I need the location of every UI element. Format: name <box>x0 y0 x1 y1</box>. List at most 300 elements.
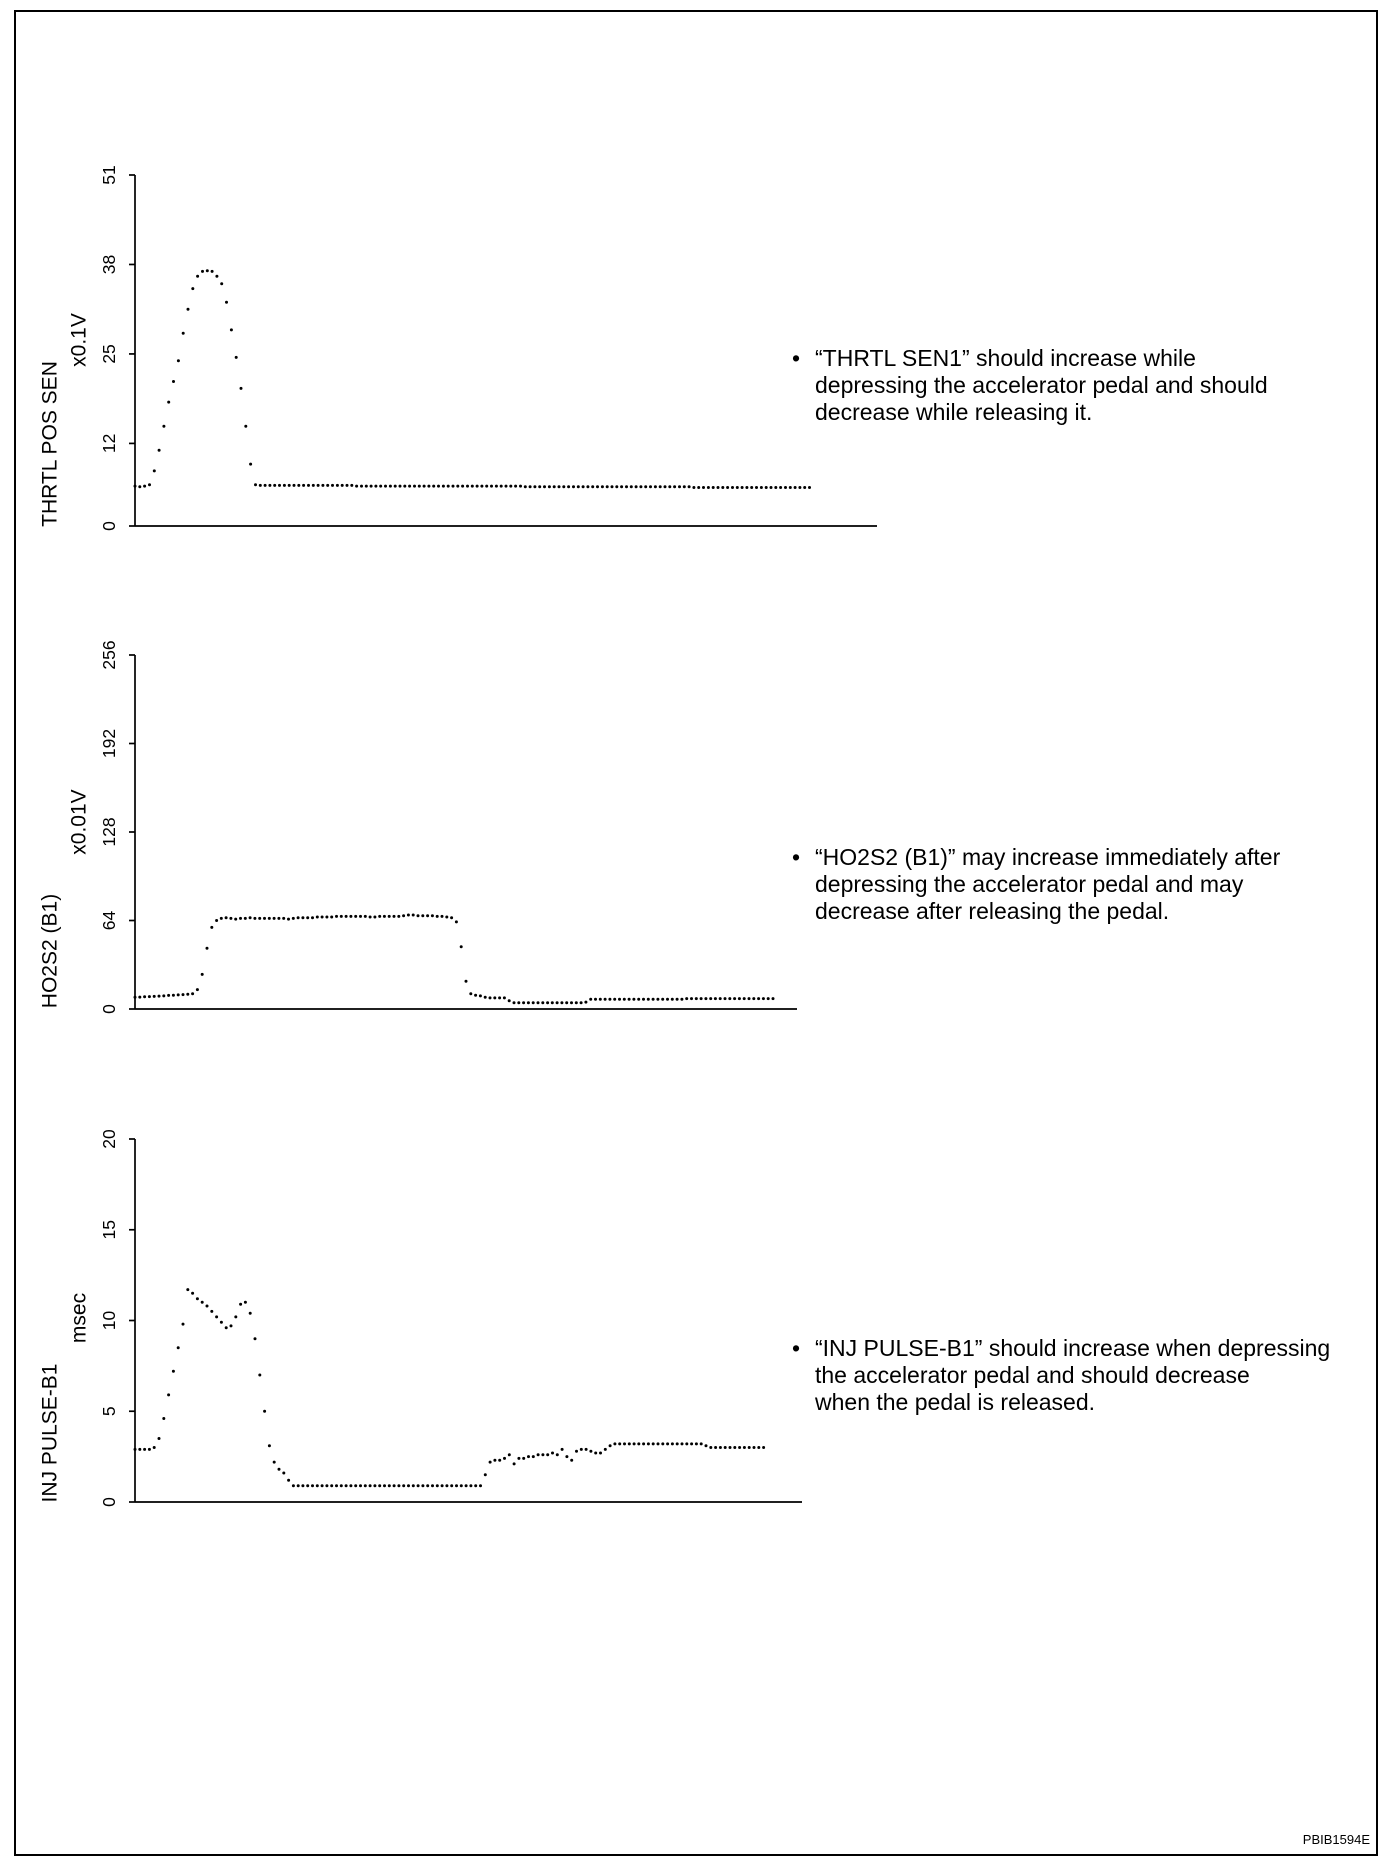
data-point <box>191 1292 194 1295</box>
data-point <box>278 1468 281 1471</box>
data-point <box>608 998 611 1001</box>
data-point <box>750 486 753 489</box>
data-point <box>277 917 280 920</box>
data-point <box>225 916 228 919</box>
data-point <box>688 485 691 488</box>
data-point <box>618 998 621 1001</box>
data-point <box>586 485 589 488</box>
y-tick-label: 38 <box>99 254 119 275</box>
y-tick-label: 192 <box>99 728 119 759</box>
data-point <box>143 1448 146 1451</box>
data-point <box>509 485 512 488</box>
data-point <box>532 1455 535 1458</box>
data-point <box>244 1301 247 1304</box>
data-point <box>307 484 310 487</box>
data-point <box>349 1484 352 1487</box>
data-point <box>134 996 137 999</box>
data-point <box>601 485 604 488</box>
data-point <box>719 1446 722 1449</box>
data-point <box>445 1484 448 1487</box>
data-point <box>253 917 256 920</box>
data-point <box>447 485 450 488</box>
data-point <box>562 485 565 488</box>
data-point <box>426 1484 429 1487</box>
note-thrtl-sen1 <box>788 345 1268 425</box>
data-point <box>374 485 377 488</box>
data-point <box>172 380 175 383</box>
data-point <box>437 485 440 488</box>
chart-ho2s2-b1 <box>39 640 798 1013</box>
data-point <box>177 993 180 996</box>
y-tick-label: 0 <box>99 1497 119 1507</box>
data-point <box>287 1479 290 1482</box>
data-point <box>524 485 527 488</box>
data-point <box>469 992 472 995</box>
y-tick-label: 0 <box>99 1004 119 1014</box>
data-point <box>408 485 411 488</box>
data-point <box>714 997 717 1000</box>
data-point <box>403 485 406 488</box>
data-point <box>628 1442 631 1445</box>
data-point <box>529 485 532 488</box>
data-point <box>373 916 376 919</box>
data-point <box>388 915 391 918</box>
data-point <box>311 1484 314 1487</box>
data-point <box>186 1288 189 1291</box>
data-point <box>325 916 328 919</box>
data-point <box>273 917 276 920</box>
data-point <box>490 485 493 488</box>
data-point <box>556 1453 559 1456</box>
data-point <box>364 1484 367 1487</box>
data-point <box>575 1001 578 1004</box>
data-series <box>134 914 775 1005</box>
data-point <box>480 485 483 488</box>
data-point <box>666 998 669 1001</box>
data-point <box>182 993 185 996</box>
note-ho2s2-b1 <box>788 844 1280 924</box>
data-point <box>546 1001 549 1004</box>
data-point <box>628 998 631 1001</box>
data-point <box>647 1442 650 1445</box>
data-point <box>138 996 141 999</box>
y-tick-label: 25 <box>99 344 119 364</box>
data-point <box>345 1484 348 1487</box>
data-point <box>493 1459 496 1462</box>
data-point <box>153 1446 156 1449</box>
data-point <box>681 1442 684 1445</box>
data-point <box>484 996 487 999</box>
data-point <box>585 1448 588 1451</box>
data-point <box>413 485 416 488</box>
data-point <box>594 998 597 1001</box>
data-point <box>580 1448 583 1451</box>
chart-thrtl-pos-sen <box>39 165 878 531</box>
data-point <box>211 270 214 273</box>
data-point <box>717 486 720 489</box>
data-point <box>316 916 319 919</box>
data-point <box>369 1484 372 1487</box>
data-point <box>167 994 170 997</box>
data-point <box>148 1448 151 1451</box>
data-point <box>591 485 594 488</box>
data-point <box>273 484 276 487</box>
data-point <box>182 332 185 335</box>
data-point <box>312 484 315 487</box>
data-point <box>302 484 305 487</box>
data-point <box>340 915 343 918</box>
data-point <box>673 485 676 488</box>
data-point <box>442 485 445 488</box>
data-point <box>360 485 363 488</box>
data-point <box>680 998 683 1001</box>
data-point <box>594 1452 597 1455</box>
data-point <box>297 484 300 487</box>
y-axis-title: HO2S2 (B1) <box>38 893 62 1009</box>
data-point <box>558 485 561 488</box>
data-point <box>517 1001 520 1004</box>
data-point <box>426 914 429 917</box>
data-point <box>201 973 204 976</box>
data-point <box>321 1484 324 1487</box>
data-point <box>553 485 556 488</box>
data-point <box>484 1473 487 1476</box>
data-point <box>647 998 650 1001</box>
bullet: • <box>792 345 801 371</box>
data-point <box>268 917 271 920</box>
data-point <box>714 1446 717 1449</box>
data-point <box>455 920 458 923</box>
note-line: “HO2S2 (B1)” may increase immediately after <box>815 844 1281 870</box>
data-point <box>489 1461 492 1464</box>
data-point <box>364 915 367 918</box>
data-point <box>695 997 698 1000</box>
data-point <box>514 485 517 488</box>
data-point <box>450 1484 453 1487</box>
data-point <box>685 1442 688 1445</box>
data-point <box>465 980 468 983</box>
data-point <box>599 998 602 1001</box>
data-point <box>244 917 247 920</box>
data-point <box>162 1417 165 1420</box>
data-point <box>495 485 498 488</box>
data-point <box>235 356 238 359</box>
data-point <box>393 915 396 918</box>
data-point <box>138 485 141 488</box>
data-point <box>479 994 482 997</box>
data-point <box>772 997 775 1000</box>
y-axis-unit: x0.01V <box>67 789 91 855</box>
data-point <box>762 997 765 1000</box>
data-point <box>657 1442 660 1445</box>
data-point <box>311 916 314 919</box>
data-point <box>700 997 703 1000</box>
data-point <box>177 359 180 362</box>
data-point <box>572 485 575 488</box>
data-point <box>615 485 618 488</box>
data-point <box>556 1001 559 1004</box>
data-point <box>196 1297 199 1300</box>
data-point <box>656 998 659 1001</box>
data-point <box>808 486 811 489</box>
y-axis-title: THRTL POS SEN <box>38 361 62 527</box>
data-point <box>402 914 405 917</box>
data-point <box>733 997 736 1000</box>
data-point <box>258 1374 261 1377</box>
data-point <box>220 1321 223 1324</box>
data-point <box>306 1484 309 1487</box>
data-point <box>379 485 382 488</box>
data-point <box>341 484 344 487</box>
data-point <box>508 999 511 1002</box>
data-point <box>370 485 373 488</box>
data-point <box>355 485 358 488</box>
data-point <box>798 486 801 489</box>
data-point <box>452 485 455 488</box>
data-point <box>637 1442 640 1445</box>
data-point <box>765 486 768 489</box>
note-line: depressing the accelerator pedal and may <box>815 870 1244 897</box>
data-point <box>652 998 655 1001</box>
data-point <box>784 486 787 489</box>
data-point <box>301 916 304 919</box>
y-axis-unit: msec <box>67 1292 91 1344</box>
data-point <box>474 1484 477 1487</box>
data-point <box>412 1484 415 1487</box>
data-point <box>354 1484 357 1487</box>
data-point <box>172 1370 175 1373</box>
data-point <box>340 1484 343 1487</box>
data-point <box>423 485 426 488</box>
data-point <box>397 915 400 918</box>
data-point <box>649 485 652 488</box>
y-axis-title: INJ PULSE-B1 <box>38 1363 62 1503</box>
data-point <box>474 994 477 997</box>
data-point <box>215 919 218 922</box>
data-point <box>668 485 671 488</box>
data-point <box>196 988 199 991</box>
data-point <box>469 1484 472 1487</box>
data-point <box>697 486 700 489</box>
data-point <box>726 486 729 489</box>
data-point <box>659 485 662 488</box>
data-point <box>321 916 324 919</box>
note-text <box>815 1335 1330 1415</box>
y-tick-label: 10 <box>99 1310 119 1331</box>
data-point <box>297 1484 300 1487</box>
data-point <box>292 1484 295 1487</box>
data-point <box>604 1448 607 1451</box>
data-point <box>330 1484 333 1487</box>
data-point <box>599 1452 602 1455</box>
data-point <box>191 287 194 290</box>
y-tick-label: 128 <box>99 817 119 847</box>
data-point <box>485 485 488 488</box>
data-point <box>215 1315 218 1318</box>
note-line: decrease while releasing it. <box>815 398 1093 425</box>
data-point <box>513 1462 516 1465</box>
data-point <box>513 1001 516 1004</box>
data-point <box>264 484 267 487</box>
data-point <box>292 917 295 920</box>
data-point <box>705 1444 708 1447</box>
note-line: “INJ PULSE-B1” should increase when depressing <box>815 1335 1331 1361</box>
data-point <box>632 998 635 1001</box>
data-point <box>466 485 469 488</box>
data-point <box>709 997 712 1000</box>
data-point <box>254 1337 257 1340</box>
data-point <box>460 945 463 948</box>
data-point <box>712 486 715 489</box>
data-point <box>623 998 626 1001</box>
data-point <box>589 998 592 1001</box>
data-point <box>613 998 616 1001</box>
y-tick-label: 64 <box>99 910 119 931</box>
y-tick-label: 256 <box>99 640 119 670</box>
data-point <box>633 1442 636 1445</box>
data-point <box>745 486 748 489</box>
data-point <box>522 1457 525 1460</box>
data-point <box>431 1484 434 1487</box>
data-point <box>393 1484 396 1487</box>
data-point <box>570 1459 573 1462</box>
data-point <box>138 1448 141 1451</box>
data-point <box>220 917 223 920</box>
data-point <box>654 485 657 488</box>
data-point <box>767 997 770 1000</box>
data-point <box>642 1442 645 1445</box>
data-point <box>676 998 679 1001</box>
data-point <box>618 1442 621 1445</box>
y-tick-label: 20 <box>99 1129 119 1149</box>
data-point <box>158 449 161 452</box>
data-point <box>441 1484 444 1487</box>
data-point <box>441 915 444 918</box>
data-point <box>201 270 204 273</box>
y-tick-label: 51 <box>99 165 119 185</box>
data-point <box>709 1446 712 1449</box>
data-point <box>570 1001 573 1004</box>
data-point <box>397 1484 400 1487</box>
data-point <box>505 485 508 488</box>
data-point <box>158 1437 161 1440</box>
data-point <box>445 916 448 919</box>
data-point <box>508 1453 511 1456</box>
data-point <box>560 1001 563 1004</box>
data-point <box>373 1484 376 1487</box>
data-point <box>263 917 266 920</box>
data-point <box>210 1310 213 1313</box>
data-point <box>421 1484 424 1487</box>
data-point <box>760 486 763 489</box>
data-point <box>384 485 387 488</box>
data-point <box>249 1312 252 1315</box>
data-point <box>427 485 430 488</box>
y-tick-label: 0 <box>99 521 119 531</box>
data-point <box>664 485 667 488</box>
data-point <box>596 485 599 488</box>
data-point <box>230 1324 233 1327</box>
data-point <box>476 485 479 488</box>
data-point <box>134 485 137 488</box>
data-point <box>625 485 628 488</box>
data-point <box>158 995 161 998</box>
note-line: “THRTL SEN1” should increase while <box>815 345 1196 371</box>
data-point <box>741 486 744 489</box>
data-point <box>729 1446 732 1449</box>
data-point <box>254 483 257 486</box>
data-point <box>532 1001 535 1004</box>
data-point <box>345 915 348 918</box>
data-point <box>803 486 806 489</box>
data-point <box>738 1446 741 1449</box>
data-point <box>541 1001 544 1004</box>
data-point <box>661 998 664 1001</box>
data-point <box>582 485 585 488</box>
data-point <box>527 1455 530 1458</box>
data-point <box>683 485 686 488</box>
data-point <box>606 485 609 488</box>
data-point <box>196 275 199 278</box>
figure-code: PBIB1594E <box>1302 1832 1370 1847</box>
data-point <box>537 1453 540 1456</box>
data-point <box>690 1442 693 1445</box>
data-point <box>206 269 209 272</box>
data-point <box>268 484 271 487</box>
data-point <box>378 1484 381 1487</box>
data-point <box>206 947 209 950</box>
y-tick-label: 15 <box>99 1220 119 1240</box>
data-point <box>450 916 453 919</box>
data-point <box>167 1393 170 1396</box>
data-point <box>704 997 707 1000</box>
data-point <box>263 1410 266 1413</box>
data-point <box>748 1446 751 1449</box>
data-point <box>388 1484 391 1487</box>
data-point <box>471 485 474 488</box>
data-point <box>346 484 349 487</box>
data-point <box>215 275 218 278</box>
data-point <box>724 997 727 1000</box>
data-series <box>134 1288 766 1487</box>
data-point <box>743 997 746 1000</box>
data-point <box>330 916 333 919</box>
note-inj-pulse-b1 <box>788 1335 1330 1415</box>
data-point <box>301 1484 304 1487</box>
data-point <box>273 1461 276 1464</box>
data-point <box>561 1448 564 1451</box>
y-tick-label: 5 <box>99 1406 119 1417</box>
note-text <box>815 345 1268 425</box>
data-point <box>268 1444 271 1447</box>
data-point <box>736 486 739 489</box>
data-point <box>661 1442 664 1445</box>
data-point <box>325 1484 328 1487</box>
data-point <box>794 486 797 489</box>
data-point <box>282 917 285 920</box>
data-point <box>551 1001 554 1004</box>
data-point <box>671 998 674 1001</box>
data-point <box>770 486 773 489</box>
data-point <box>249 463 252 466</box>
data-point <box>306 916 309 919</box>
data-point <box>630 485 633 488</box>
data-point <box>431 914 434 917</box>
data-point <box>635 485 638 488</box>
data-point <box>724 1446 727 1449</box>
data-point <box>580 1001 583 1004</box>
data-point <box>743 1446 746 1449</box>
